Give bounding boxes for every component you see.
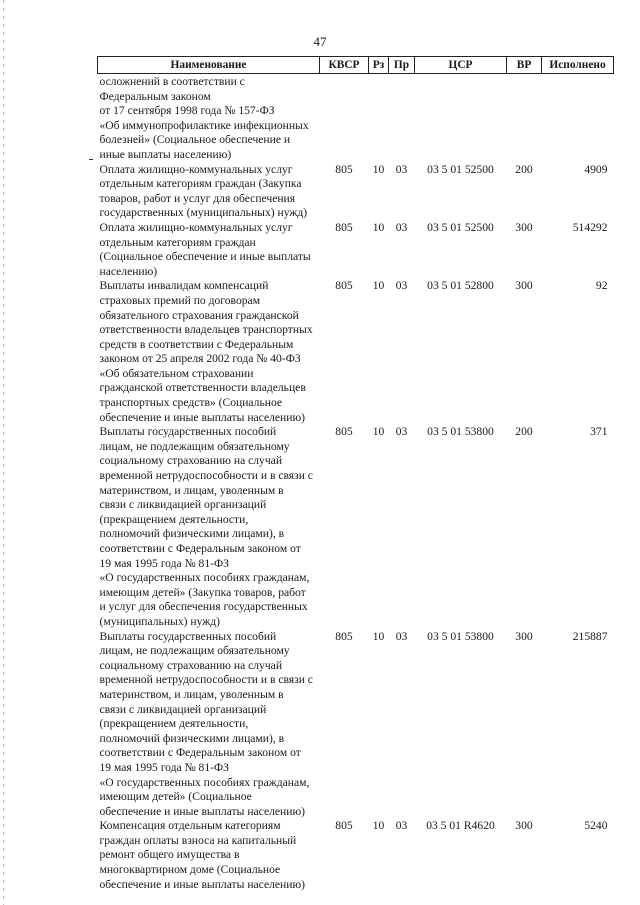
table-row xyxy=(98,163,614,221)
name-line: населению) xyxy=(99,264,158,278)
name-line: Выплаты государственных пособий xyxy=(99,425,277,439)
name-line: Выплаты государственных пособий xyxy=(99,629,277,643)
margin-mark xyxy=(89,159,93,160)
column-header-done: Исполнено xyxy=(542,57,614,74)
table-body xyxy=(98,74,614,893)
name-line: отдельным категориям граждан (Закупка xyxy=(99,177,302,191)
name-line: полномочий физическими лицами), в xyxy=(99,731,285,745)
name-line: страховых премий по договорам xyxy=(99,293,261,307)
table-row xyxy=(98,630,614,820)
column-header-kvsr: КВСР xyxy=(320,57,369,74)
name-line: 19 мая 1995 года № 81-ФЗ xyxy=(99,556,229,570)
name-line: иные выплаты населению) xyxy=(99,147,232,161)
done-cell: 5240 xyxy=(584,819,608,833)
name-line: лицам, не подлежащим обязательному xyxy=(99,439,290,453)
csr-cell: 03 5 01 53800 xyxy=(427,425,494,439)
table-row-continuation xyxy=(98,74,614,163)
name-line: Федеральным законом xyxy=(99,89,211,103)
name-line: товаров, работ и услуг для обеспечения xyxy=(99,191,296,205)
csr-cell: 03 5 01 52500 xyxy=(427,162,494,176)
name-line: отдельным категориям граждан xyxy=(99,235,256,249)
name-line: соответствии с Федеральным законом от xyxy=(99,746,301,760)
name-line: социальному страхованию на случай xyxy=(99,658,283,672)
done-cell: 92 xyxy=(595,279,608,293)
column-header-csr: ЦСР xyxy=(415,57,507,74)
done-cell: 4909 xyxy=(584,162,608,176)
row-name xyxy=(98,163,320,221)
name-line: материнством, и лицам, уволенным в xyxy=(99,483,284,497)
pr-cell: 03 xyxy=(395,425,408,439)
name-line: (муниципальных) нужд) xyxy=(99,614,221,628)
name-line: Выплаты инвалидам компенсаций xyxy=(99,279,269,293)
name-line: от 17 сентября 1998 года № 157-ФЗ xyxy=(99,104,275,118)
name-line: полномочий физическими лицами), в xyxy=(99,527,285,541)
done-cell: 371 xyxy=(590,425,608,439)
name-line: обязательного страхования гражданской xyxy=(99,308,299,322)
table-row xyxy=(98,819,614,892)
csr-cell: 03 5 01 53800 xyxy=(427,629,494,643)
table-row xyxy=(98,279,614,425)
row-name xyxy=(98,221,320,279)
pr-cell: 03 xyxy=(395,220,408,234)
rz-cell: 10 xyxy=(372,162,385,176)
name-line: обеспечение и иные выплаты населению) xyxy=(99,804,305,818)
name-line: «Об иммунопрофилактике инфекционных xyxy=(99,118,309,132)
csr-cell: 03 5 01 R4620 xyxy=(426,819,495,833)
rz-cell: 10 xyxy=(372,819,385,833)
name-line: (прекращением деятельности, xyxy=(99,717,249,731)
name-line: и услуг для обеспечения государственных xyxy=(99,600,308,614)
done-cell: 514292 xyxy=(572,220,608,234)
name-line: имеющим детей» (Социальное xyxy=(99,790,252,804)
vr-cell: 300 xyxy=(515,629,533,643)
row-name xyxy=(98,819,320,892)
page-number: 47 xyxy=(313,34,327,49)
kvsr-cell: 805 xyxy=(335,220,353,234)
name-line: соответствии с Федеральным законом от xyxy=(99,542,301,555)
csr-cell: 03 5 01 52500 xyxy=(427,220,494,234)
name-line: материнством, и лицам, уволенным в xyxy=(99,687,284,701)
name-line: социальному страхованию на случай xyxy=(99,454,283,468)
kvsr-cell: 805 xyxy=(335,819,353,833)
table-row xyxy=(98,425,614,629)
pr-cell: 03 xyxy=(395,819,408,833)
column-header-rz: Рз xyxy=(369,57,389,74)
name-line: временной нетрудоспособности и в связи с xyxy=(99,469,313,483)
name-line: «О государственных пособиях гражданам, xyxy=(99,775,310,789)
name-line: многоквартирном доме (Социальное xyxy=(99,863,281,877)
budget-table xyxy=(97,56,614,892)
done-cell: 215887 xyxy=(572,629,608,643)
name-line: гражданской ответственности владельцев xyxy=(99,381,306,395)
name-line: временной нетрудоспособности и в связи с xyxy=(99,673,313,687)
column-header-pr: Пр xyxy=(389,57,415,74)
name-line: Компенсация отдельным категориям xyxy=(99,819,281,833)
pr-cell: 03 xyxy=(395,629,408,643)
name-line: «О государственных пособиях гражданам, xyxy=(99,571,310,585)
name-line: (Социальное обеспечение и иные выплаты xyxy=(99,250,311,264)
row-name xyxy=(98,425,320,629)
name-line: «Об обязательном страховании xyxy=(99,366,254,380)
name-line: ремонт общего имущества в xyxy=(99,848,240,862)
vr-cell: 200 xyxy=(515,425,533,439)
row-name xyxy=(98,74,320,163)
rz-cell: 10 xyxy=(372,629,385,643)
column-header-name: Наименование xyxy=(98,57,320,74)
scan-edge-artifact xyxy=(3,0,4,905)
name-line: осложнений в соответствии с xyxy=(99,75,245,88)
name-line: обеспечение и иные выплаты населению) xyxy=(99,410,305,424)
row-name xyxy=(98,630,320,820)
rz-cell: 10 xyxy=(372,279,385,293)
column-header-vr: ВР xyxy=(507,57,542,74)
name-line: (прекращением деятельности, xyxy=(99,512,249,526)
table-header xyxy=(98,57,614,74)
name-line: болезней» (Социальное обеспечение и xyxy=(99,133,291,147)
name-line: 19 мая 1995 года № 81-ФЗ xyxy=(99,760,229,774)
name-line: средств в соответствии с Федеральным xyxy=(99,337,294,351)
name-line: лицам, не подлежащим обязательному xyxy=(99,644,290,658)
name-line: государственных (муниципальных) нужд) xyxy=(99,206,308,220)
csr-cell: 03 5 01 52800 xyxy=(427,279,494,293)
row-name xyxy=(98,279,320,425)
table-row xyxy=(98,221,614,279)
name-line: законом от 25 апреля 2002 года № 40-ФЗ xyxy=(99,352,301,366)
vr-cell: 300 xyxy=(515,220,533,234)
rz-cell: 10 xyxy=(372,425,385,439)
kvsr-cell: 805 xyxy=(335,629,353,643)
vr-cell: 300 xyxy=(515,819,533,833)
name-line: связи с ликвидацией организаций xyxy=(99,702,267,716)
name-line: транспортных средств» (Социальное xyxy=(99,396,283,410)
vr-cell: 300 xyxy=(515,279,533,293)
pr-cell: 03 xyxy=(395,162,408,176)
kvsr-cell: 805 xyxy=(335,279,353,293)
name-line: обеспечение и иные выплаты населению) xyxy=(99,877,305,891)
name-line: имеющим детей» (Закупка товаров, работ xyxy=(99,585,306,599)
rz-cell: 10 xyxy=(372,220,385,234)
name-line: Оплата жилищно-коммунальных услуг xyxy=(99,220,293,234)
name-line: ответственности владельцев транспортных xyxy=(99,323,313,337)
kvsr-cell: 805 xyxy=(335,425,353,439)
pr-cell: 03 xyxy=(395,279,408,293)
vr-cell: 200 xyxy=(515,162,533,176)
name-line: связи с ликвидацией организаций xyxy=(99,498,267,512)
name-line: Оплата жилищно-коммунальных услуг xyxy=(99,162,293,176)
name-line: граждан оплаты взноса на капитальный xyxy=(99,833,297,847)
kvsr-cell: 805 xyxy=(335,162,353,176)
